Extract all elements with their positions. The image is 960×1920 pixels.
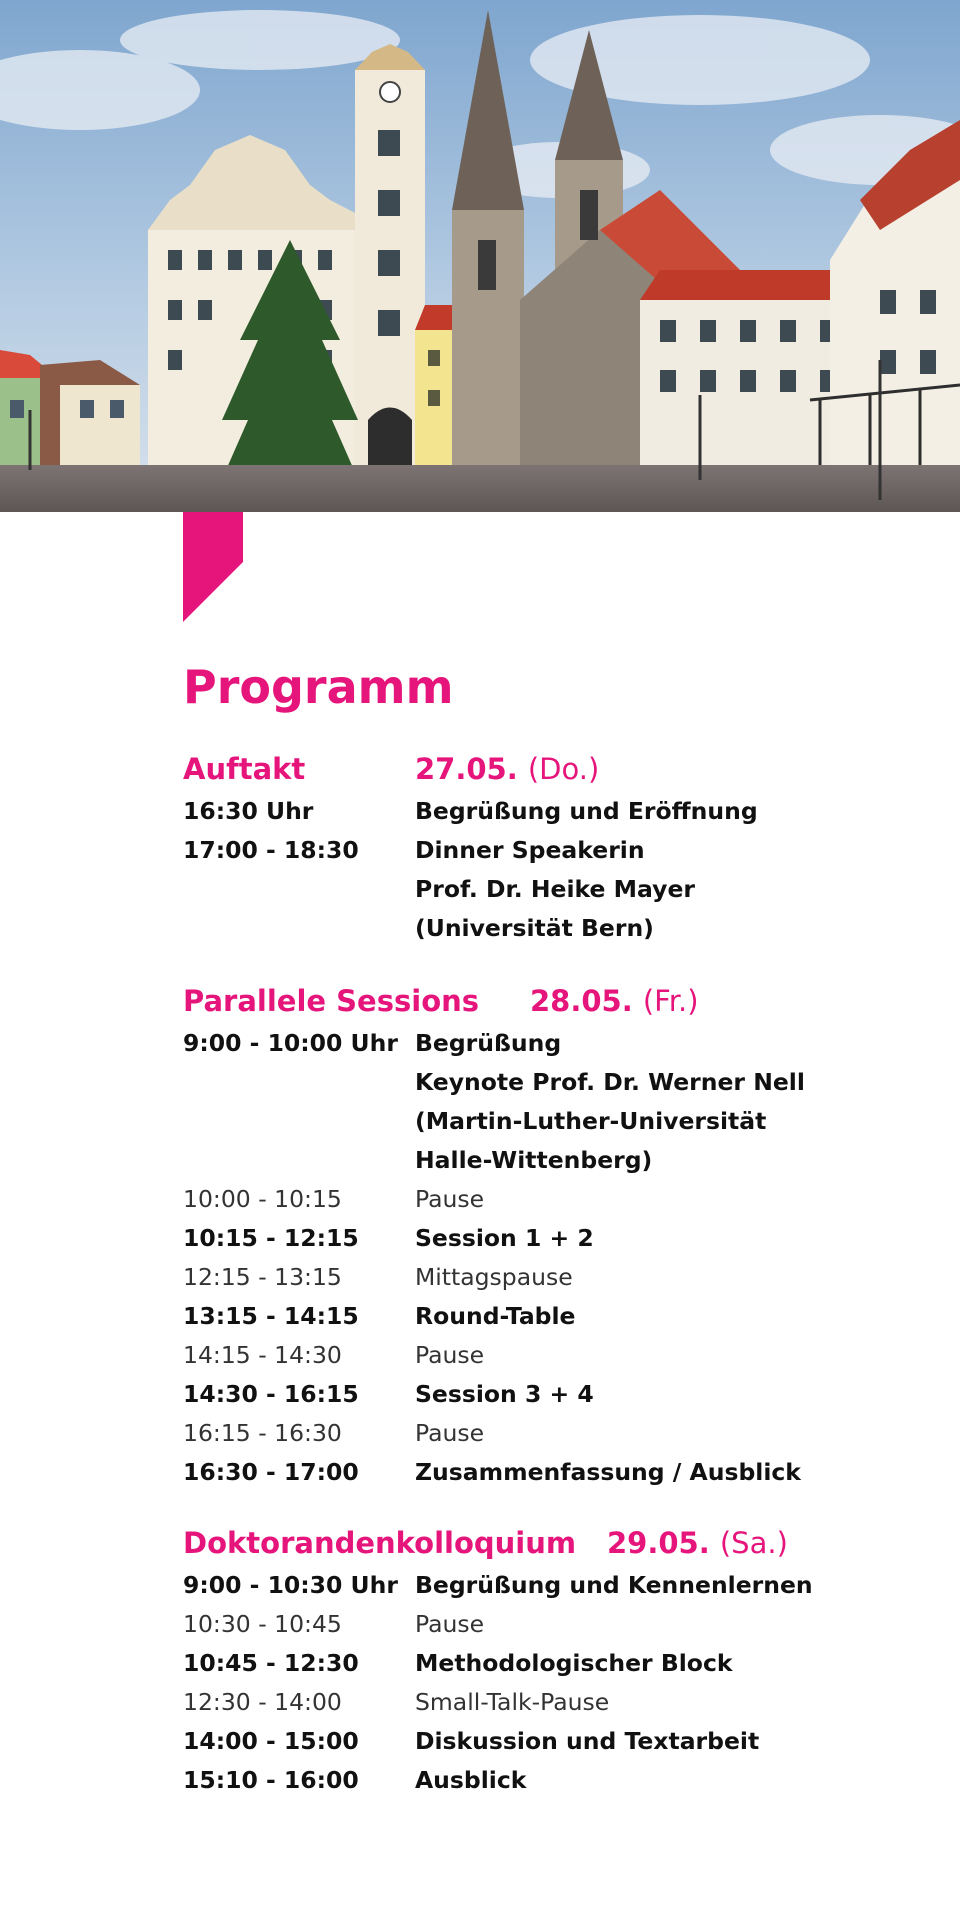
- schedule-row: [183, 1024, 903, 1063]
- row-time: 14:30 - 16:15: [183, 1380, 359, 1408]
- section-header: [183, 752, 903, 792]
- schedule-row: [183, 1258, 903, 1297]
- section-label: Doktorandenkolloquium: [183, 1526, 577, 1560]
- schedule-row: [183, 870, 903, 909]
- page-title: Programm: [183, 660, 454, 714]
- schedule-row: [183, 1683, 903, 1722]
- section-date: [607, 1526, 788, 1560]
- row-activity: Mittagspause: [415, 1263, 573, 1291]
- schedule-rows: [183, 1024, 903, 1492]
- row-time: 16:15 - 16:30: [183, 1419, 342, 1447]
- section-label: Parallele Sessions: [183, 984, 480, 1018]
- row-time: 10:00 - 10:15: [183, 1185, 342, 1213]
- row-activity: Small-Talk-Pause: [415, 1688, 610, 1716]
- schedule-row: [183, 1375, 903, 1414]
- row-activity: Begrüßung und Kennenlernen: [415, 1571, 813, 1599]
- header-photo: [0, 0, 960, 512]
- schedule-row: [183, 1722, 903, 1761]
- schedule-row: [183, 1605, 903, 1644]
- row-time: 12:30 - 14:00: [183, 1688, 342, 1716]
- row-time: 14:15 - 14:30: [183, 1341, 342, 1369]
- schedule-row: [183, 1063, 903, 1102]
- row-activity: Methodologischer Block: [415, 1649, 733, 1677]
- schedule-row: [183, 909, 903, 948]
- row-activity: Pause: [415, 1419, 485, 1447]
- section-header: [183, 984, 903, 1024]
- schedule-row: [183, 831, 903, 870]
- schedule-section-parallele-sessions: [183, 984, 903, 1492]
- row-activity: Diskussion und Textarbeit: [415, 1727, 760, 1755]
- section-label: Auftakt: [183, 752, 306, 786]
- schedule-section-auftakt: [183, 752, 903, 948]
- section-date: [415, 752, 599, 786]
- section-day: (Do.): [527, 752, 600, 786]
- row-activity: Session 3 + 4: [415, 1380, 594, 1408]
- schedule-row: [183, 1180, 903, 1219]
- schedule-row: [183, 1297, 903, 1336]
- row-time: 15:10 - 16:00: [183, 1766, 359, 1794]
- section-date-value: 27.05.: [415, 752, 518, 786]
- market-square: [0, 465, 960, 512]
- schedule-row: [183, 1453, 903, 1492]
- row-activity: (Martin-Luther-Universität: [415, 1107, 767, 1135]
- section-date: [530, 984, 699, 1018]
- schedule-row: [183, 1761, 903, 1800]
- section-header: [183, 1526, 903, 1566]
- row-time: 9:00 - 10:00 Uhr: [183, 1029, 398, 1057]
- schedule-row: [183, 1414, 903, 1453]
- schedule-row: [183, 1336, 903, 1375]
- schedule-row: [183, 1102, 903, 1141]
- row-activity: Pause: [415, 1610, 485, 1638]
- row-activity: Zusammenfassung / Ausblick: [415, 1458, 801, 1486]
- schedule-section-doktorandenkolloquium: [183, 1526, 903, 1800]
- section-day: (Sa.): [719, 1526, 788, 1560]
- row-time: 13:15 - 14:15: [183, 1302, 359, 1330]
- row-activity: Pause: [415, 1185, 485, 1213]
- row-activity: Ausblick: [415, 1766, 527, 1794]
- row-activity: Begrüßung und Eröffnung: [415, 797, 758, 825]
- row-time: 10:15 - 12:15: [183, 1224, 359, 1252]
- schedule-row: [183, 792, 903, 831]
- ribbon-accent: [183, 512, 243, 622]
- row-time: 10:30 - 10:45: [183, 1610, 342, 1638]
- row-activity: Halle-Wittenberg): [415, 1146, 653, 1174]
- row-activity: Pause: [415, 1341, 485, 1369]
- row-activity: Dinner Speakerin: [415, 836, 645, 864]
- row-time: 10:45 - 12:30: [183, 1649, 359, 1677]
- row-activity: Keynote Prof. Dr. Werner Nell: [415, 1068, 805, 1096]
- section-date-value: 28.05.: [530, 984, 633, 1018]
- row-activity: Prof. Dr. Heike Mayer: [415, 875, 696, 903]
- row-time: 17:00 - 18:30: [183, 836, 359, 864]
- schedule-rows: [183, 1566, 903, 1800]
- row-time: 16:30 Uhr: [183, 797, 314, 825]
- schedule-row: [183, 1566, 903, 1605]
- row-activity: Begrüßung: [415, 1029, 562, 1057]
- row-activity: (Universität Bern): [415, 914, 654, 942]
- row-time: 12:15 - 13:15: [183, 1263, 342, 1291]
- schedule-rows: [183, 792, 903, 948]
- row-time: 16:30 - 17:00: [183, 1458, 359, 1486]
- schedule-row: [183, 1644, 903, 1683]
- row-activity: Round-Table: [415, 1302, 576, 1330]
- row-time: 14:00 - 15:00: [183, 1727, 359, 1755]
- schedule-row: [183, 1219, 903, 1258]
- schedule-row: [183, 1141, 903, 1180]
- section-date-value: 29.05.: [607, 1526, 710, 1560]
- row-time: 9:00 - 10:30 Uhr: [183, 1571, 398, 1599]
- section-day: (Fr.): [642, 984, 699, 1018]
- row-activity: Session 1 + 2: [415, 1224, 594, 1252]
